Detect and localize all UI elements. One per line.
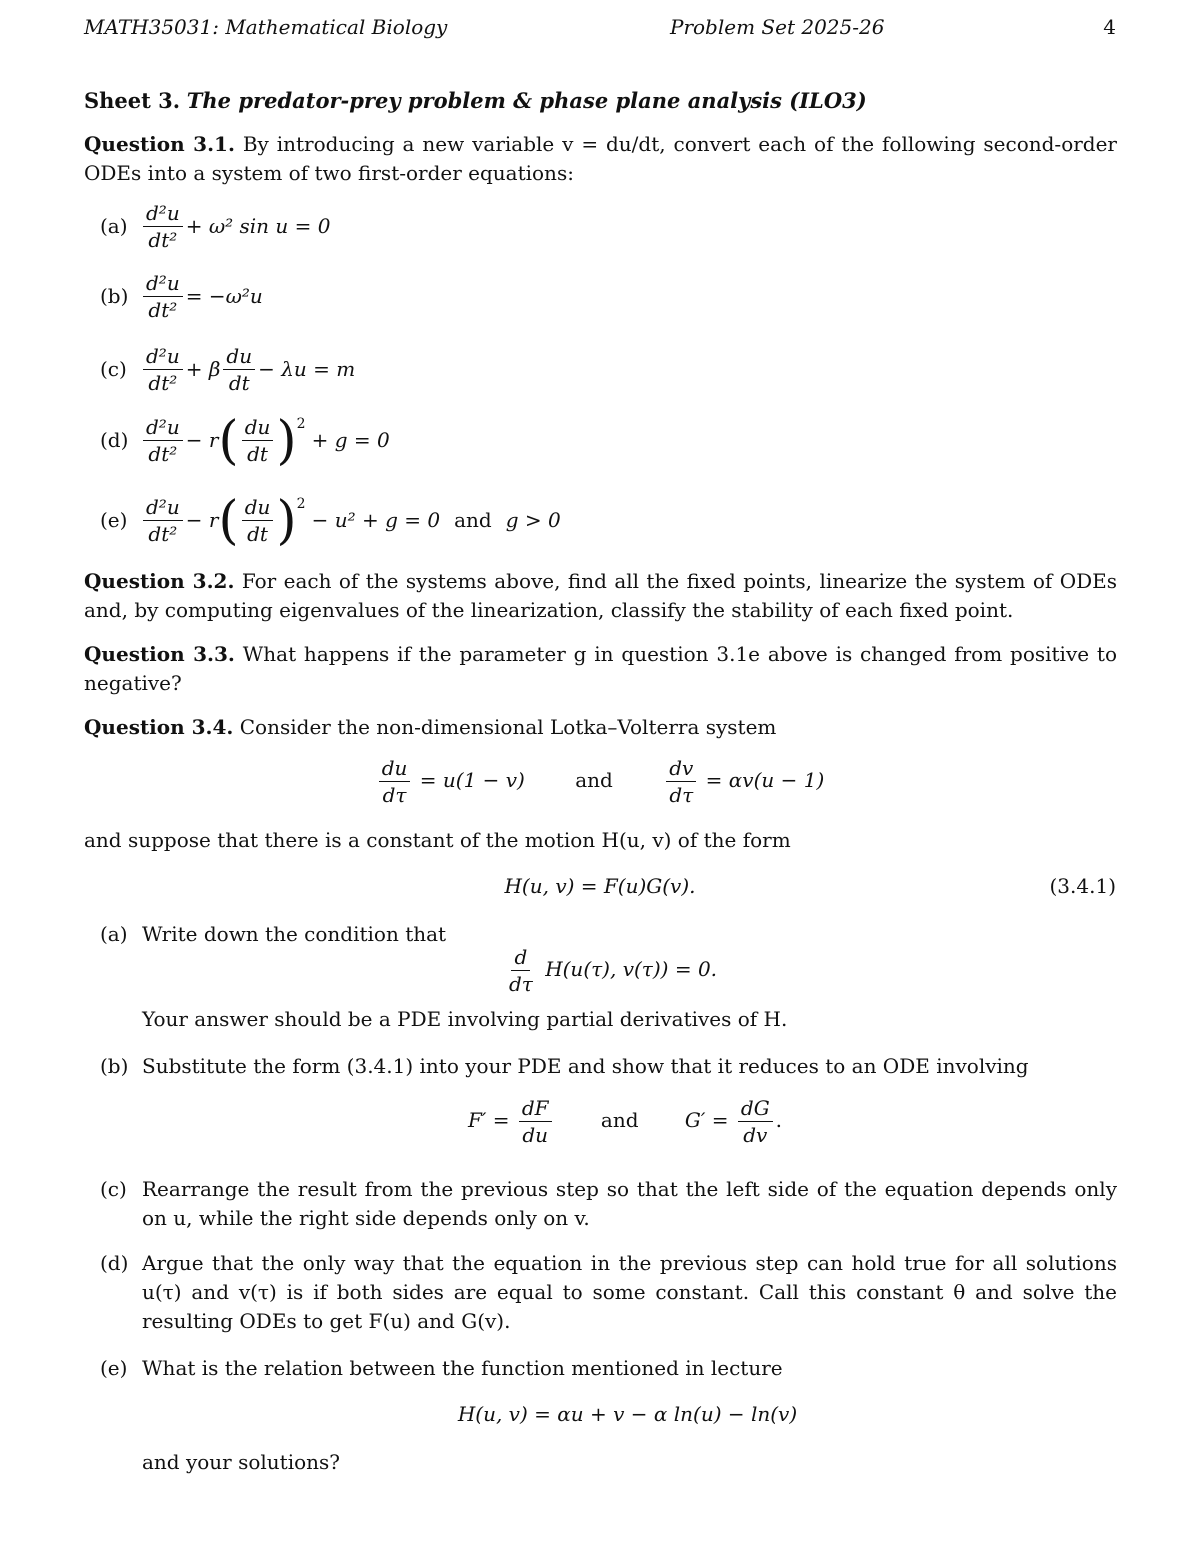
fraction: $\frac{dG}{dv}$ — [738, 1095, 773, 1148]
left-paren: ( — [218, 490, 239, 551]
question-label: Question 3.1. — [84, 132, 235, 156]
course-title: MATH35031: Mathematical Biology — [84, 15, 448, 39]
subpart-label: (e) — [100, 1356, 128, 1380]
fraction: $\frac{dF}{du}$ — [519, 1095, 552, 1148]
question-3-4 — [84, 713, 1117, 742]
question-text: For each of the systems above, find all the fixed points, linearize the system of ODEs and, by computing eigenvalues of the linearization, classify the stability of each fixed point. — [84, 569, 1117, 622]
subpart-e — [100, 1354, 1117, 1383]
equation-number: (3.4.1) — [1049, 874, 1116, 898]
item-label: (d) — [100, 428, 129, 452]
lecture-h-equation: H(u, v) = αu + v − α ln(u) − ln(v) — [457, 1402, 798, 1426]
subpart-text: What is the relation between the function mentioned in lecture — [142, 1356, 783, 1380]
equation-rest: + g = 0 — [311, 428, 390, 452]
derivative-definitions — [0, 1095, 1200, 1148]
fraction: $\frac{\text{d²u}}{\text{dt²}}$ — [143, 270, 183, 323]
equation-c — [100, 343, 355, 396]
subpart-a-note — [100, 1005, 1117, 1034]
equation-b — [100, 270, 263, 323]
fraction: $\frac{dv}{d\tau}$ — [666, 755, 696, 808]
equation-pre: − r — [185, 428, 219, 452]
subpart-label: (c) — [100, 1177, 127, 1201]
sheet-label: Sheet 3. — [84, 88, 181, 113]
fraction: $\frac{du}{dt}$ — [242, 494, 274, 547]
item-label: (a) — [100, 214, 128, 238]
question-text: Consider the non-dimensional Lotka–Volterra system — [239, 715, 777, 739]
problem-set-title: Problem Set 2025-26 — [670, 15, 885, 39]
equation-rest: + ω² sin u = 0 — [185, 214, 331, 238]
subpart-text: Rearrange the result from the previous step so that the left side of the equation depends only on u, while the right side depends only on v. — [142, 1177, 1117, 1230]
g-prime: G′ = — [684, 1108, 729, 1132]
left-paren: ( — [218, 410, 239, 471]
fraction: $\frac{du}{dt}$ — [223, 343, 255, 396]
right-paren: ) — [276, 490, 297, 551]
sheet-heading — [84, 86, 1117, 116]
equation-rhs: = u(1 − v) — [419, 768, 525, 792]
question-text: By introducing a new variable v = du/dt, convert each of the following second-order ODEs into a system of two first-order equations: — [84, 132, 1117, 185]
item-label: (c) — [100, 357, 127, 381]
fraction: $\frac{du}{dt}$ — [242, 414, 274, 467]
equation-rest: + β — [185, 357, 221, 381]
equation-rest: = −ω²u — [185, 284, 263, 308]
subpart-e-end — [100, 1448, 1117, 1477]
condition: g > 0 — [505, 508, 561, 532]
suppose-text: and suppose that there is a constant of the motion H(u, v) of the form — [84, 828, 791, 852]
equation-rhs: = αv(u − 1) — [705, 768, 825, 792]
equation-pre: − r — [185, 508, 219, 532]
subpart-label: (b) — [100, 1054, 129, 1078]
sheet-title: The predator-prey problem & phase plane analysis (ILO3) — [186, 88, 867, 113]
subpart-text: Substitute the form (3.4.1) into your PDE and show that it reduces to an ODE involving — [142, 1054, 1029, 1078]
subpart-text: Your answer should be a PDE involving partial derivatives of H. — [142, 1007, 788, 1031]
question-label: Question 3.3. — [84, 642, 235, 666]
period: . — [775, 1108, 783, 1132]
question-label: Question 3.2. — [84, 569, 235, 593]
and-word: and — [575, 768, 613, 792]
page-number: 4 — [1103, 15, 1116, 39]
question-3-1 — [84, 130, 1117, 188]
equation-rest: − u² + g = 0 — [311, 508, 441, 532]
equation-e: (e) $\frac{\text{d²u}}{\text{dt²}}$ − r ( $\frac{du}{dt}$ ) 2 − u² + g = 0 and g > 0 — [100, 490, 561, 551]
f-prime: F′ = — [467, 1108, 510, 1132]
fraction: $\frac{\text{d²u}}{\text{dt²}}$ — [143, 494, 183, 547]
question-3-3 — [84, 640, 1117, 698]
subpart-b — [100, 1052, 1117, 1081]
subpart-label: (d) — [100, 1251, 129, 1275]
equation-a — [100, 200, 330, 253]
subpart-text: Argue that the only way that the equation in the previous step can hold true for all solutions u(τ) and v(τ) is if both sides are equal to some constant. Call this constant θ and solve the resulting ODEs to get F(u) and G(v). — [142, 1251, 1117, 1333]
fraction: $\frac{\text{d²u}}{\text{dt²}}$ — [143, 414, 183, 467]
and-word: and — [600, 1108, 639, 1132]
fraction: $\frac{\text{d²u}}{\text{dt²}}$ — [143, 343, 183, 396]
subpart-label: (a) — [100, 922, 128, 946]
question-label: Question 3.4. — [84, 715, 234, 739]
h-equation: H(u, v) = F(u)G(v). — [504, 874, 696, 898]
question-3-2 — [84, 567, 1117, 625]
right-paren: ) — [276, 410, 297, 471]
fraction: $\frac{d}{d\tau}$ — [508, 945, 533, 996]
subpart-text: Write down the condition that — [142, 922, 447, 946]
question-text: What happens if the parameter g in question 3.1e above is changed from positive to negative? — [84, 642, 1117, 695]
subpart-text: and your solutions? — [142, 1450, 341, 1474]
page-header — [84, 13, 1116, 41]
fraction: $\frac{\text{d²u}}{\text{dt²}}$ — [143, 200, 183, 253]
lotka-volterra-equations — [0, 755, 1200, 808]
subpart-d — [100, 1249, 1117, 1336]
item-label: (b) — [100, 284, 129, 308]
item-label: (e) — [100, 508, 128, 532]
equation-rest-2: − λu = m — [258, 357, 356, 381]
equation-d: (d) $\frac{\text{d²u}}{\text{dt²}}$ − r ( $\frac{du}{dt}$ ) 2 + g = 0 — [100, 410, 390, 471]
and-word: and — [454, 508, 492, 532]
subpart-c — [100, 1175, 1117, 1233]
equation-rhs: H(u(τ), v(τ)) = 0. — [545, 957, 718, 981]
derivative-condition — [0, 944, 1200, 997]
fraction: $\frac{du}{d\tau}$ — [379, 755, 411, 808]
